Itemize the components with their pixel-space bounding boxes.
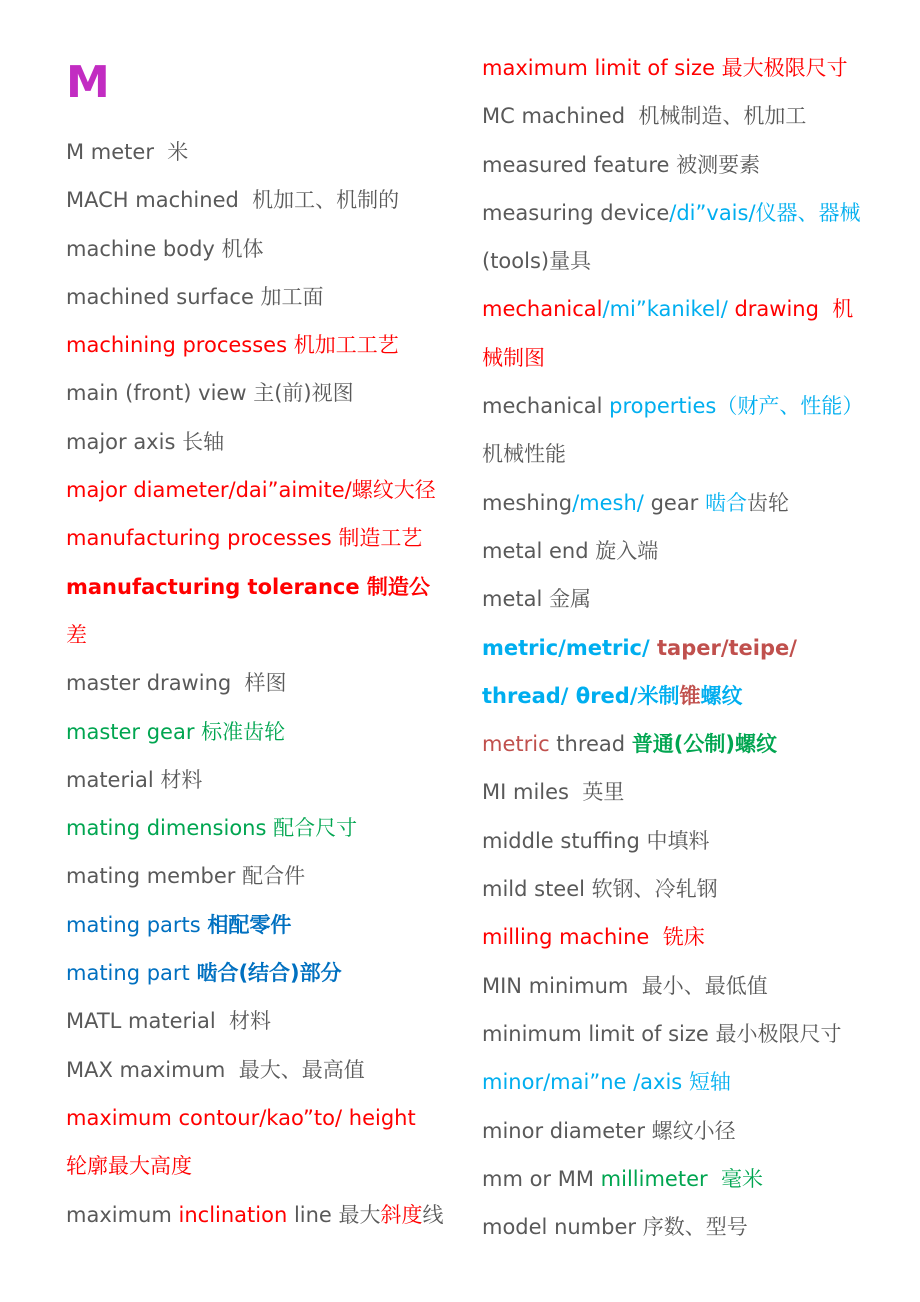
glossary-entry [482, 720, 877, 768]
entry-text-segment: 齿轮 [747, 490, 789, 515]
entry-text-segment: MI miles 英里 [482, 780, 625, 805]
glossary-entry [482, 817, 877, 865]
entry-text-segment: maximum contour/kao”to/ height [66, 1105, 416, 1130]
entry-text-segment: middle stuffing 中填料 [482, 828, 710, 853]
entry-text-segment: taper/teipe/ [656, 635, 797, 660]
glossary-entry [482, 334, 877, 382]
glossary-entry [482, 382, 877, 430]
glossary-entry [482, 237, 877, 285]
entry-text-segment: line 最大 [287, 1202, 381, 1227]
entry-text-segment: 差 [66, 622, 87, 647]
entry-text-segment: mm or MM [482, 1166, 601, 1191]
glossary-entry [482, 672, 877, 720]
glossary-entry [482, 479, 877, 527]
entry-text-segment: /mesh/ [572, 490, 651, 515]
glossary-entry [66, 611, 461, 659]
entry-text-segment: machined surface 加工面 [66, 284, 324, 309]
entry-text-segment: model number 序数、型号 [482, 1215, 748, 1240]
entry-text-segment: 斜度 [380, 1202, 423, 1227]
entry-text-segment: 啮合 [705, 490, 747, 515]
glossary-entry [66, 949, 461, 997]
glossary-entry [66, 225, 461, 273]
entry-text-segment: manufacturing tolerance 制造公 [66, 574, 430, 599]
glossary-entry [482, 189, 877, 237]
entry-text-segment: /di”vais/仪器、器械 [669, 200, 861, 225]
glossary-entry [66, 901, 461, 949]
entry-text-segment: properties（财产、性能） [609, 394, 864, 419]
entry-text-segment: minimum limit of size 最小极限尺寸 [482, 1021, 842, 1046]
glossary-entry [66, 273, 461, 321]
entry-text-segment: minor/mai”ne /axis 短轴 [482, 1070, 731, 1095]
glossary-entry [482, 962, 877, 1010]
entry-text-segment: major diameter/dai”aimite/螺纹大径 [66, 478, 436, 503]
glossary-entry [482, 624, 877, 672]
entry-text-segment: main (front) view 主(前)视图 [66, 381, 354, 406]
glossary-entry [66, 708, 461, 756]
glossary-entry [66, 321, 461, 369]
entry-text-segment: MIN minimum 最小、最低值 [482, 973, 768, 998]
entry-text-segment: 轮廓最大高度 [66, 1154, 192, 1179]
glossary-entry [482, 92, 877, 140]
glossary-entry [66, 659, 461, 707]
glossary-entry [482, 1010, 877, 1058]
entry-text-segment: gear [650, 490, 705, 515]
glossary-entry [482, 1155, 877, 1203]
entry-text-segment: manufacturing processes 制造工艺 [66, 526, 423, 551]
entry-text-segment: MC machined 机械制造、机加工 [482, 104, 807, 129]
entry-text-segment: mating part [66, 961, 197, 986]
glossary-entry [482, 1107, 877, 1155]
glossary-entry [482, 1203, 877, 1251]
entry-text-segment: 机械性能 [482, 442, 566, 467]
entry-text-segment: metal 金属 [482, 587, 591, 612]
glossary-entry [482, 285, 877, 333]
entry-text-segment: mild steel 软钢、冷轧钢 [482, 877, 718, 902]
glossary-entry [66, 466, 461, 514]
glossary-entry [66, 369, 461, 417]
glossary-entry [66, 1191, 461, 1239]
glossary-entry [482, 865, 877, 913]
glossary-entry [66, 176, 461, 224]
glossary-entry [66, 1046, 461, 1094]
entry-text-segment: 普通(公制)螺纹 [631, 732, 778, 757]
glossary-entry [66, 563, 461, 611]
entry-text-segment: inclination [178, 1202, 288, 1227]
entry-text-segment: meshing [482, 490, 573, 515]
entry-text-segment: milling machine 铣床 [482, 925, 705, 950]
entry-text-segment: 相配零件 [207, 912, 292, 937]
glossary-entry [482, 768, 877, 816]
entry-text-segment: 锥 [679, 683, 701, 708]
glossary-entry [482, 913, 877, 961]
glossary-entry [66, 756, 461, 804]
entry-text-segment: 啮合(结合)部分 [196, 961, 342, 986]
glossary-entry [482, 141, 877, 189]
entry-text-segment: mating parts [66, 912, 208, 937]
entry-text-segment: master gear 标准齿轮 [66, 719, 286, 744]
entry-text-segment: /mi”kanikel/ [602, 297, 735, 322]
glossary-entry [66, 1094, 461, 1142]
entry-text-segment: metric [482, 732, 550, 757]
glossary-entry [66, 128, 461, 176]
entry-text-segment: 线 [422, 1202, 444, 1227]
entry-text-segment: maximum [66, 1202, 179, 1227]
glossary-entry [66, 418, 461, 466]
glossary-entry [66, 997, 461, 1045]
entry-text-segment: MATL material 材料 [66, 1009, 272, 1034]
entry-text-segment: maximum limit of size 最大极限尺寸 [482, 56, 848, 80]
entry-text-segment: measuring device [482, 200, 670, 225]
glossary-column-right [482, 44, 877, 1251]
entry-text-segment: M meter 米 [66, 140, 189, 164]
entry-text-segment: material 材料 [66, 767, 203, 792]
entry-text-segment: MACH machined 机加工、机制的 [66, 188, 400, 213]
entry-text-segment: machine body 机体 [66, 236, 264, 261]
entry-text-segment: mating dimensions 配合尺寸 [66, 816, 358, 841]
glossary-entry [66, 852, 461, 900]
entry-text-segment: MAX maximum 最大、最高值 [66, 1057, 365, 1082]
entry-text-segment: master drawing 样图 [66, 671, 287, 696]
glossary-entry [66, 804, 461, 852]
entry-text-segment: 械制图 [482, 345, 545, 370]
entry-text-segment: 螺纹 [700, 683, 743, 708]
entry-text-segment: thread [549, 732, 632, 757]
entry-text-segment: mating member 配合件 [66, 864, 306, 889]
glossary-entry [482, 527, 877, 575]
entry-text-segment: minor diameter 螺纹小径 [482, 1118, 736, 1143]
glossary-entry [482, 1058, 877, 1106]
section-letter: M [66, 57, 111, 108]
glossary-column-left [66, 128, 461, 1239]
entry-text-segment: metal end 旋入端 [482, 538, 659, 563]
entry-text-segment: measured feature 被测要素 [482, 152, 761, 177]
glossary-entry [482, 430, 877, 478]
entry-text-segment: machining processes 机加工工艺 [66, 333, 399, 358]
entry-text-segment: thread/ θred/米制 [482, 683, 680, 708]
entry-text-segment: metric/metric/ [482, 635, 657, 660]
glossary-entry [482, 575, 877, 623]
glossary-entry [66, 514, 461, 562]
glossary-entry [66, 1142, 461, 1190]
entry-text-segment: millimeter 毫米 [600, 1166, 763, 1191]
entry-text-segment: mechanical [482, 297, 603, 322]
glossary-entry [482, 44, 877, 92]
entry-text-segment: mechanical [482, 394, 610, 419]
entry-text-segment: (tools)量具 [482, 249, 592, 274]
entry-text-segment: drawing 机 [734, 297, 854, 322]
entry-text-segment: major axis 长轴 [66, 429, 225, 454]
